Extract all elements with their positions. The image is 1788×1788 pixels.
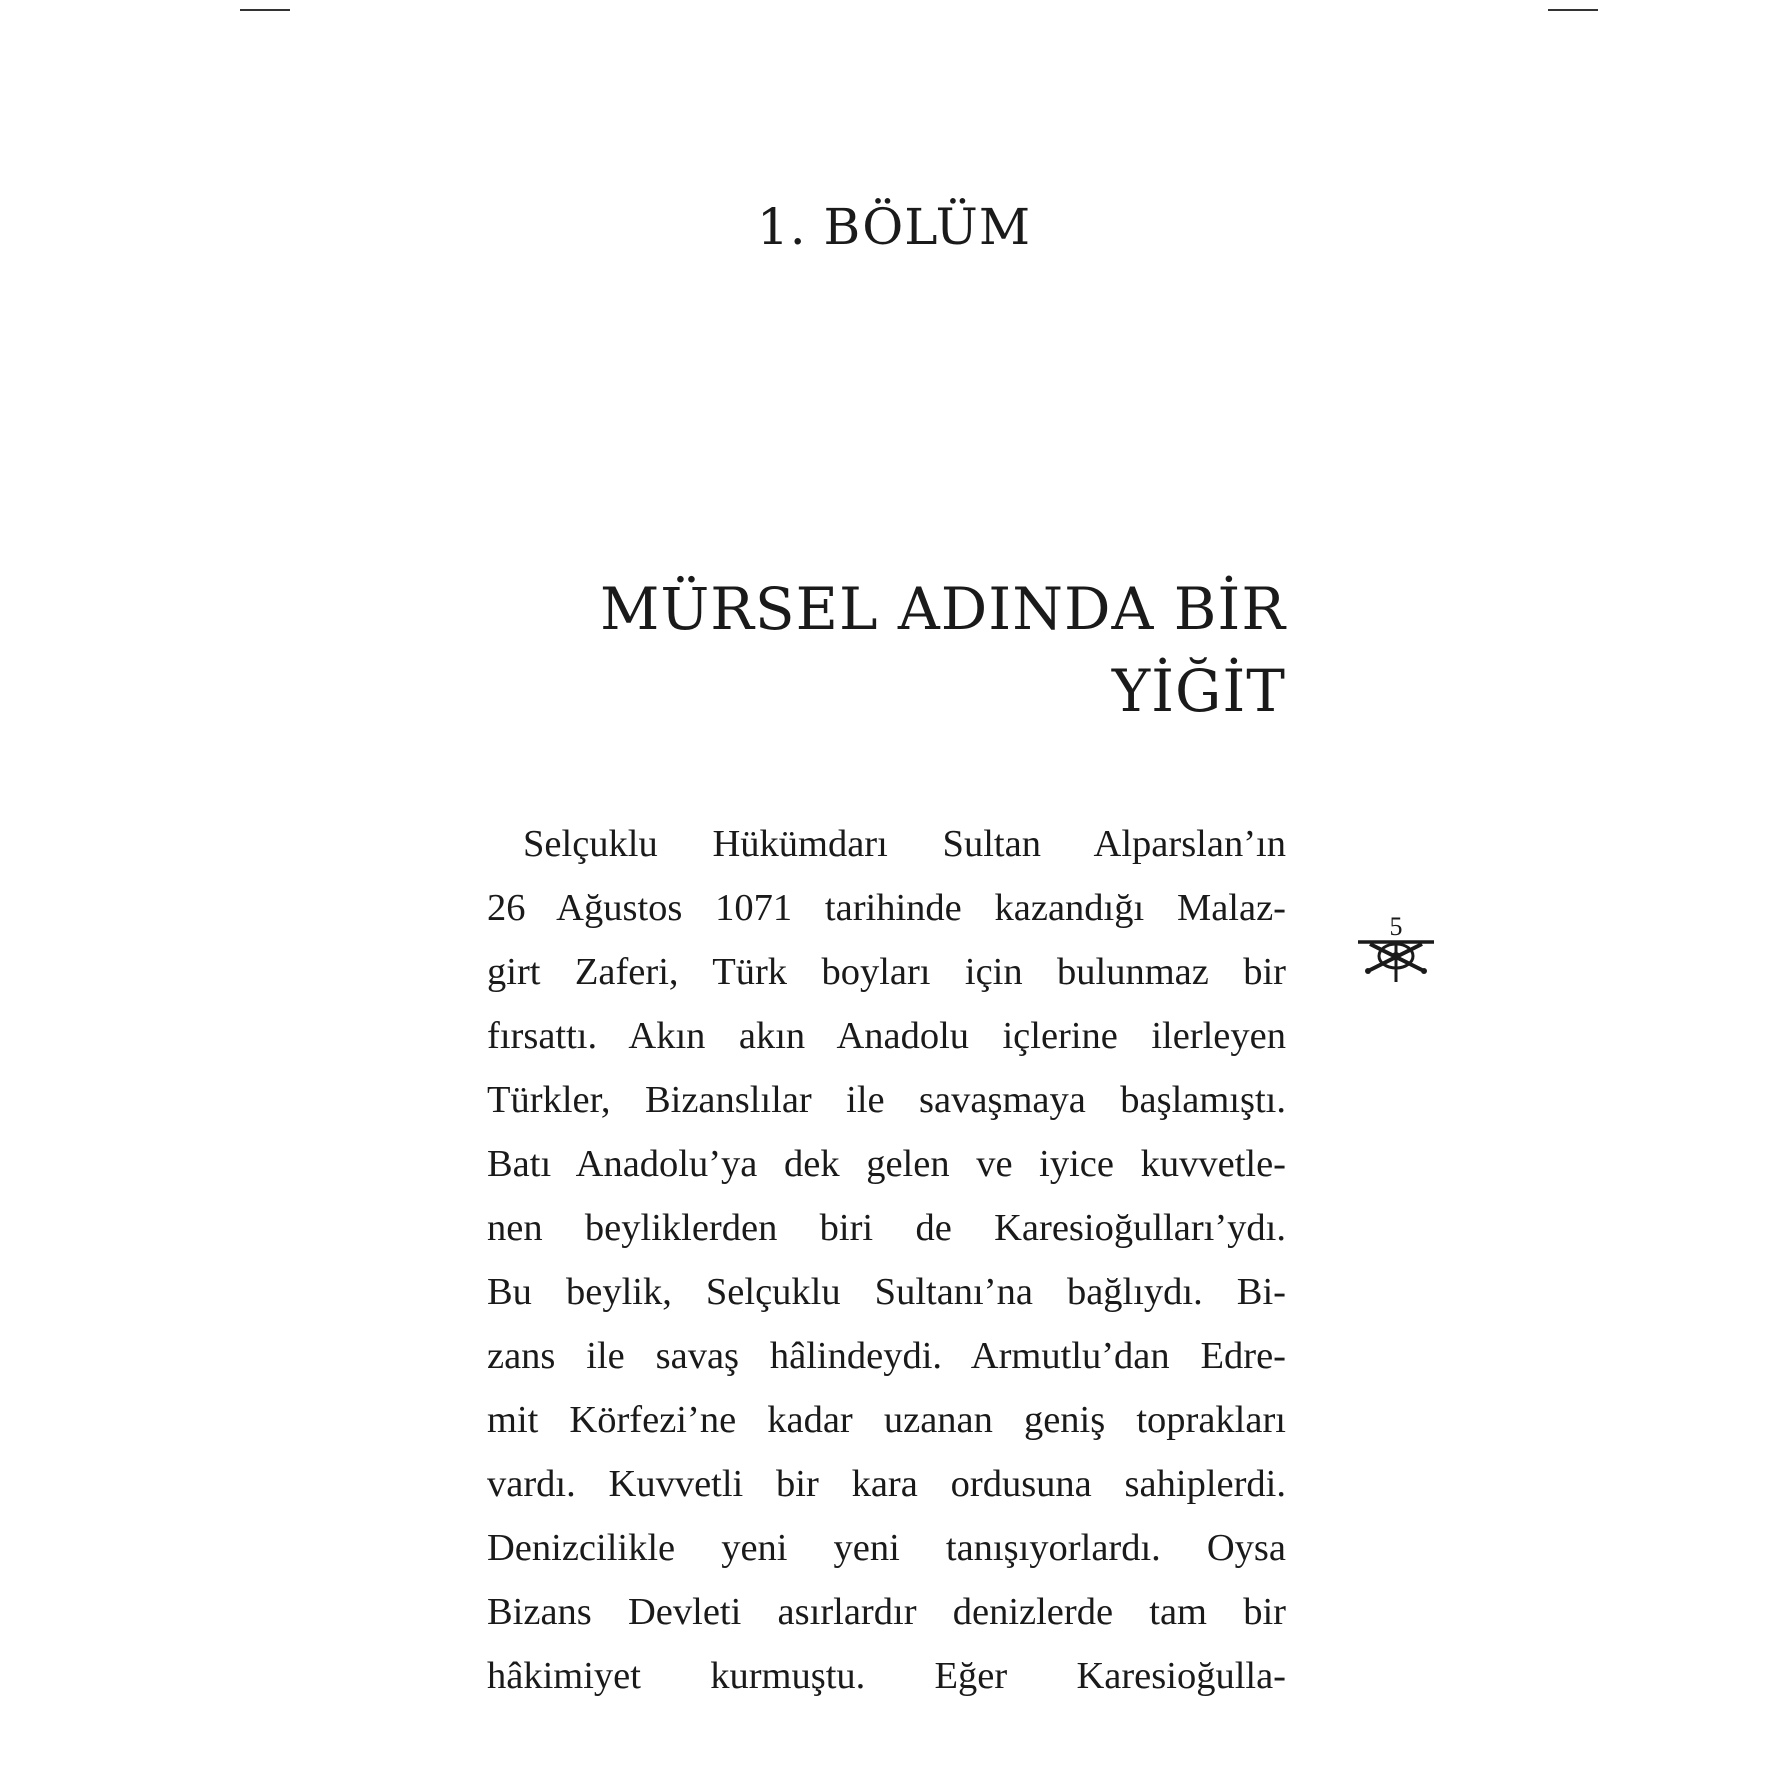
chapter-title	[480, 568, 1286, 732]
body-text	[487, 812, 1286, 1708]
body-line: Denizcilikle yeni yeni tanışıyorlardı. Oysa	[487, 1527, 1286, 1569]
crop-mark-left	[240, 9, 290, 11]
body-line: 26 Ağustos 1071 tarihinde kazandığı Malaz-	[487, 887, 1286, 929]
body-line: vardı. Kuvvetli bir kara ordusuna sahiplerdi.	[487, 1463, 1286, 1505]
body-line: Batı Anadolu’ya dek gelen ve iyice kuvvetle-	[487, 1143, 1286, 1185]
body-line: Selçuklu Hükümdarı Sultan Alparslan’ın	[523, 823, 1286, 865]
body-line: Türkler, Bizanslılar ile savaşmaya başlamıştı.	[487, 1079, 1286, 1121]
page-number: 5	[1389, 912, 1403, 941]
body-line: zans ile savaş hâlindeydi. Armutlu’dan Edre-	[487, 1335, 1286, 1377]
body-line: Bu beylik, Selçuklu Sultanı’na bağlıydı. Bi-	[487, 1271, 1286, 1313]
body-line: hâkimiyet kurmuştu. Eğer Karesioğulla-	[487, 1655, 1286, 1697]
body-line: Bizans Devleti asırlardır denizlerde tam bir	[487, 1591, 1286, 1633]
body-line: nen beyliklerden biri de Karesioğulları’ydı.	[487, 1207, 1286, 1249]
body-line: girt Zaferi, Türk boyları için bulunmaz bir	[487, 951, 1286, 993]
crop-mark-right	[1548, 9, 1598, 11]
ship-wheel-ornament-icon	[1356, 938, 1436, 984]
body-line: fırsattı. Akın akın Anadolu içlerine ilerleyen	[487, 1015, 1286, 1057]
chapter-title-line: YİĞİT	[1111, 657, 1286, 725]
chapter-title-line: MÜRSEL ADINDA BİR	[599, 575, 1286, 643]
body-line: mit Körfezi’ne kadar uzanan geniş toprakları	[487, 1399, 1286, 1441]
chapter-label: 1. BÖLÜM	[756, 198, 1032, 256]
